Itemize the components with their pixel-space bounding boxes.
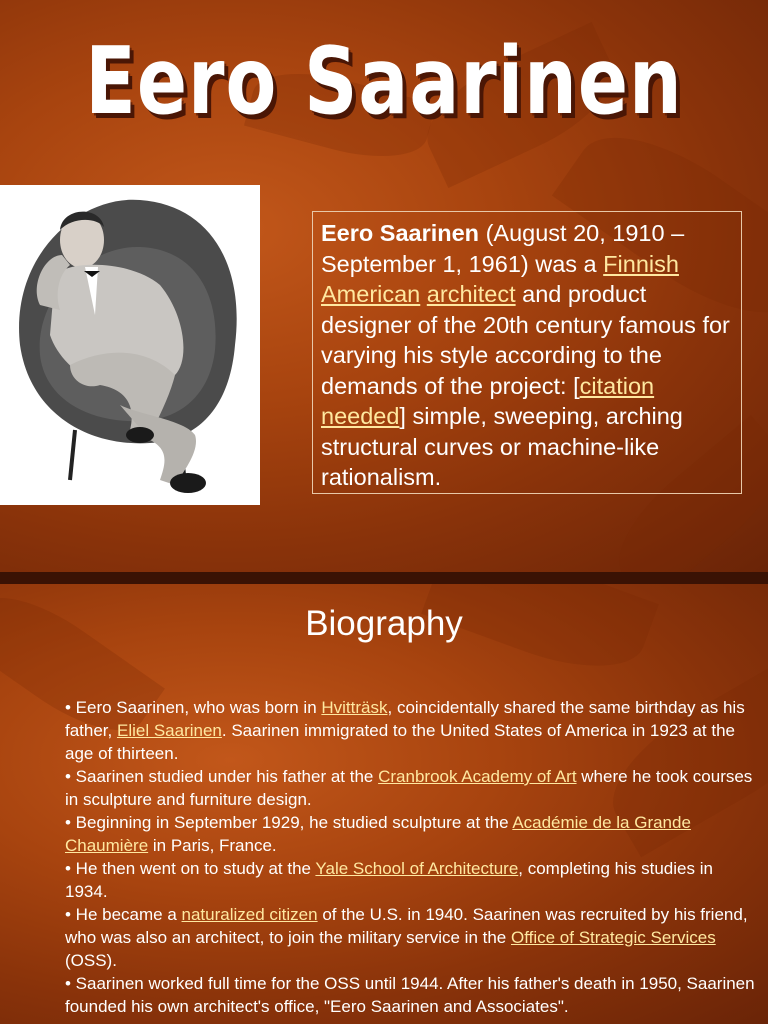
bio-bullet-5 (65, 903, 755, 972)
bio-text: (OSS). (65, 951, 117, 970)
link-office-strategic-services[interactable]: Office of Strategic Services (510, 928, 716, 947)
bio-bullet-2 (65, 765, 755, 811)
portrait-photo (0, 185, 260, 505)
link-yale-school-architecture[interactable]: Yale School of Architecture (315, 859, 519, 878)
bio-bullet-6 (65, 972, 755, 1018)
intro-text: (August 20, 1910 – September 1, 1961) was a (321, 220, 685, 277)
bio-text: • Eero Saarinen, who was born in (65, 698, 322, 717)
bio-text: , completing his studies in 1934. (65, 859, 713, 901)
slide-title: Eero Saarinen (85, 28, 683, 136)
link-finnish-american[interactable]: Finnish American (321, 250, 679, 307)
link-academie-grande-chaumiere[interactable]: Académie de la Grande Chaumière (65, 813, 691, 855)
intro-text-box (312, 211, 742, 494)
bio-text: • Beginning in September 1929, he studied sculpture at the (65, 813, 513, 832)
intro-text: and product designer of the 20th century famous for varying his style according to the demands of the project: [ (321, 281, 730, 399)
bio-text: where he took courses in sculpture and furniture design. (65, 767, 753, 809)
link-eliel-saarinen[interactable]: Eliel Saarinen (116, 721, 222, 740)
biography-list (65, 696, 755, 1018)
link-cranbrook-academy[interactable]: Cranbrook Academy of Art (378, 767, 577, 786)
link-hvittrask[interactable]: Hvitträsk (321, 698, 388, 717)
biography-slide (0, 584, 768, 1024)
slide-divider (0, 572, 768, 584)
link-citation-needed[interactable]: citation needed (321, 372, 655, 429)
bio-text: • He became a (65, 905, 182, 924)
bio-text: • Saarinen studied under his father at the (65, 767, 379, 786)
link-naturalized-citizen[interactable]: naturalized citizen (181, 905, 318, 924)
bio-text: , coincidentally shared the same birthday as his father, (65, 698, 745, 740)
bio-text: of the U.S. in 1940. Saarinen was recruited by his friend, who was also an architect, to join the military service in the (65, 905, 748, 947)
bio-text: in Paris, France. (148, 836, 277, 855)
link-architect[interactable]: architect (426, 281, 516, 307)
bio-bullet-4 (65, 857, 755, 903)
bio-bullet-1 (65, 696, 755, 765)
bio-bullet-3 (65, 811, 755, 857)
subject-name: Eero Saarinen (321, 220, 480, 246)
bio-text: . Saarinen immigrated to the United States of America in 1923 at the age of thirteen. (65, 721, 736, 763)
bio-text: • Saarinen worked full time for the OSS until 1944. After his father's death in 1950, Saarinen founded his own architect's office, "Eero Saarinen and Associates". (65, 974, 755, 1016)
biography-heading: Biography (305, 604, 463, 643)
bio-text: • He then went on to study at the (65, 859, 316, 878)
portrait-illustration (0, 185, 260, 505)
intro-text: ] simple, sweeping, arching structural curves or machine-like rationalism. (321, 403, 683, 490)
